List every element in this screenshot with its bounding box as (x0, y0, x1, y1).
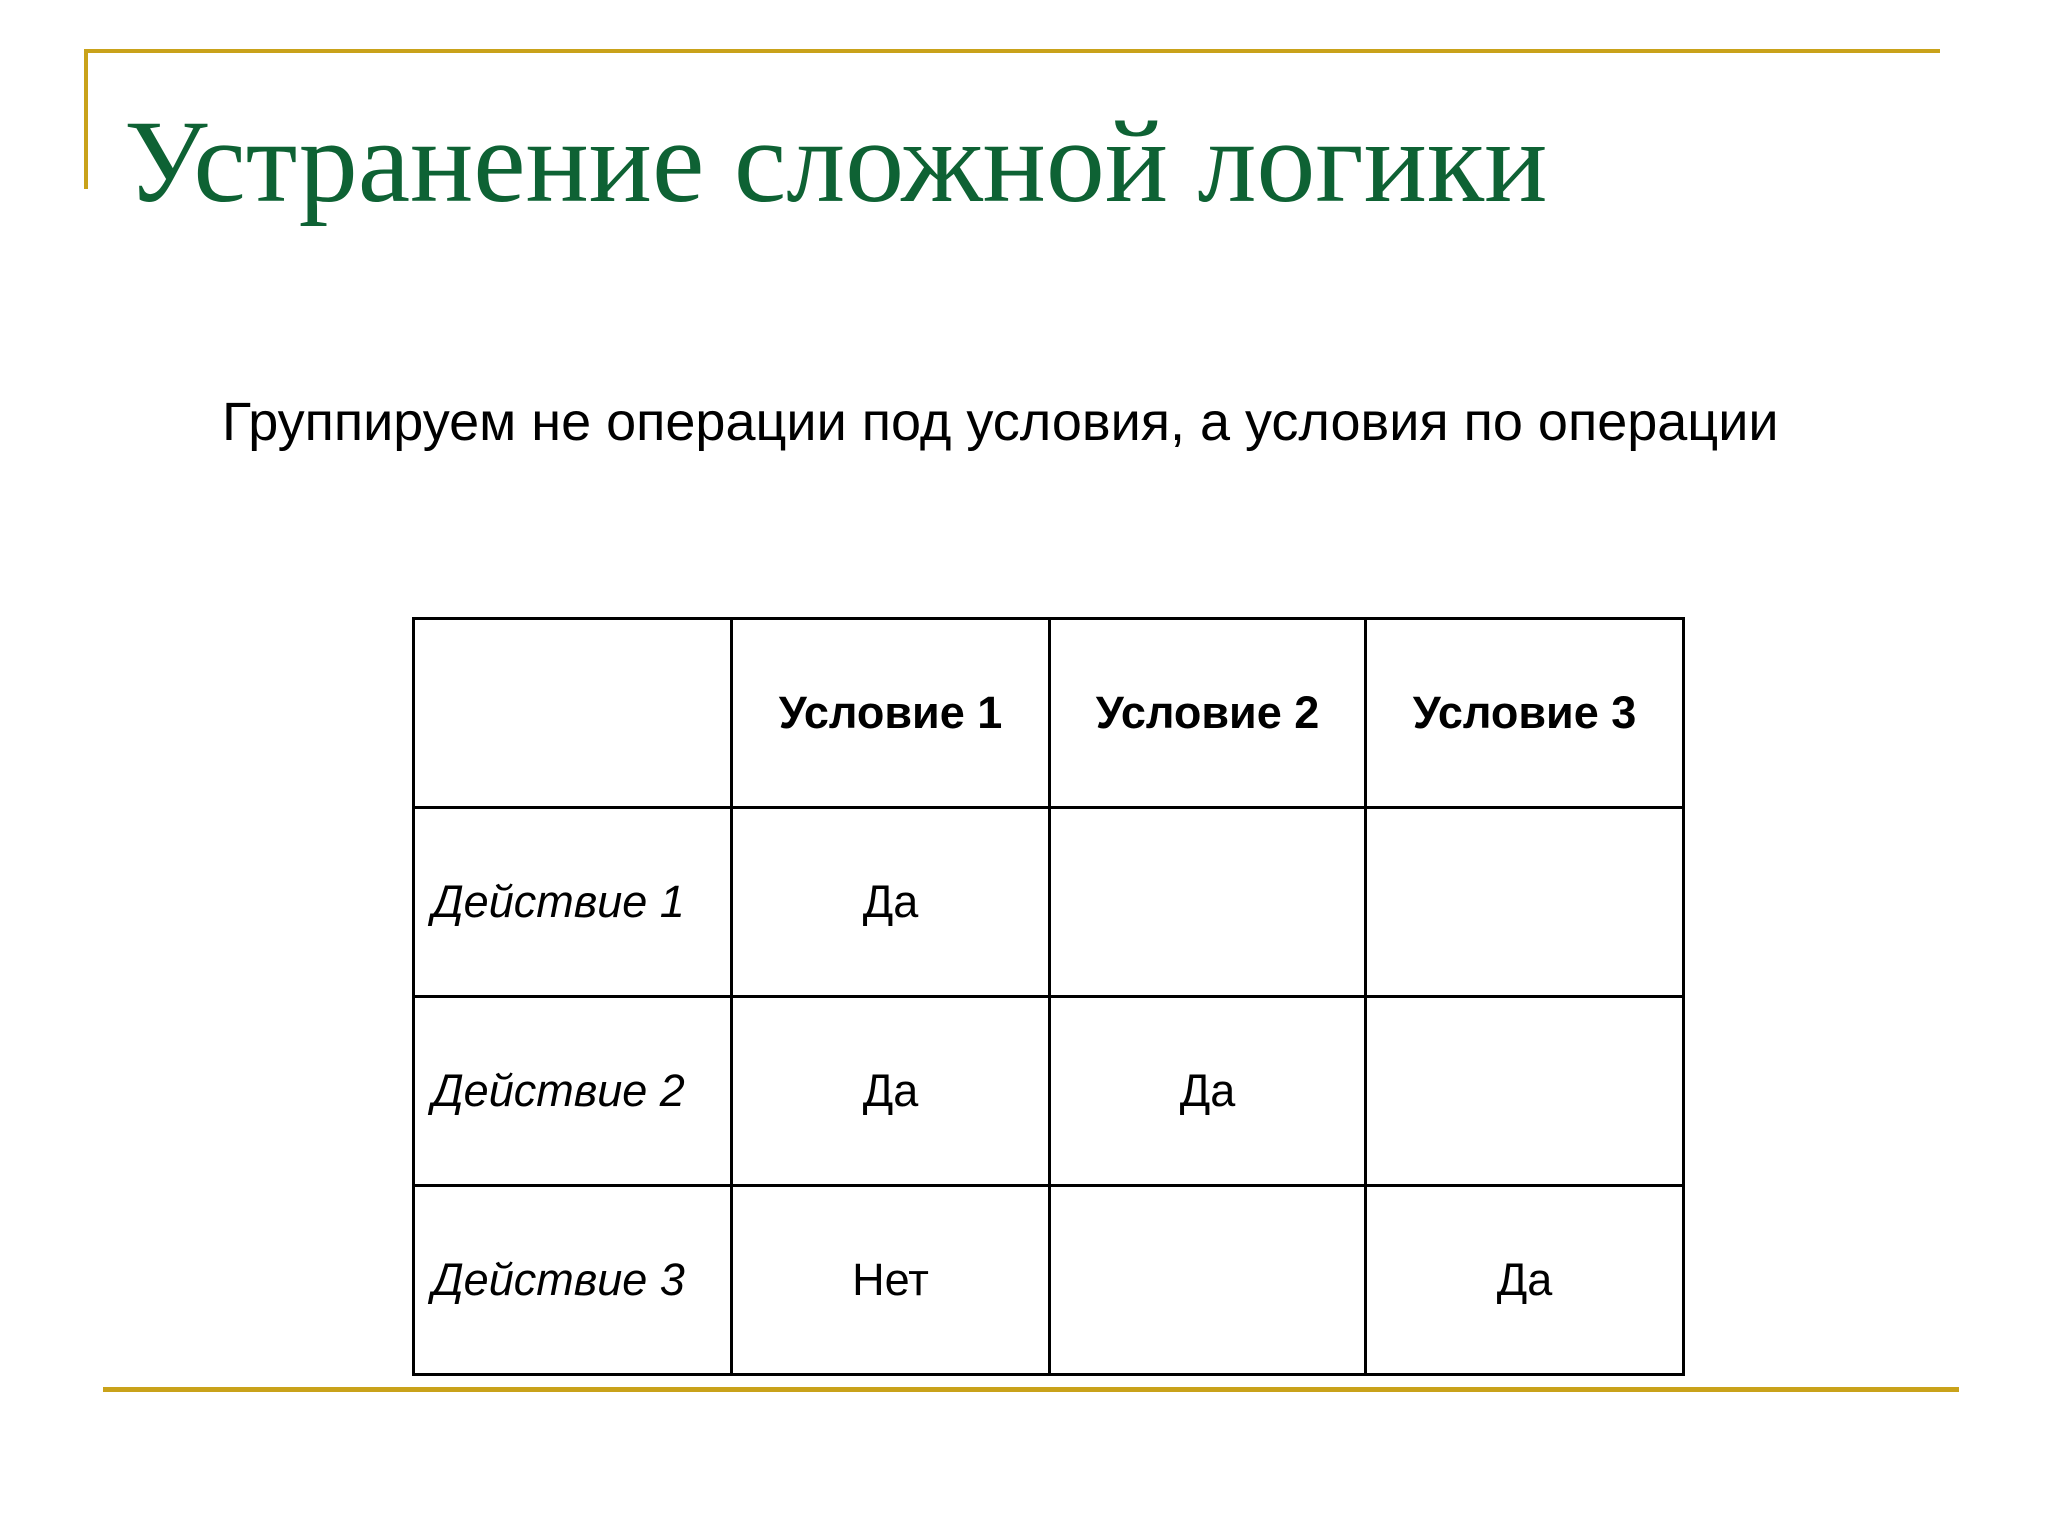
slide-subtitle: Группируем не операции под условия, а условия по операции (222, 392, 1779, 452)
table-cell: Да (732, 997, 1050, 1186)
column-header-condition-2: Условие 2 (1050, 619, 1366, 808)
table-cell (1050, 808, 1366, 997)
table-row (414, 997, 1684, 1186)
row-header-action-2: Действие 2 (414, 997, 732, 1186)
accent-line-top (84, 49, 1940, 53)
table-corner-cell (414, 619, 732, 808)
accent-line-bottom (103, 1387, 1959, 1392)
row-header-action-1: Действие 1 (414, 808, 732, 997)
table-row (414, 1186, 1684, 1375)
table-cell (1366, 808, 1684, 997)
table-cell: Да (732, 808, 1050, 997)
table-header-row (414, 619, 1684, 808)
accent-line-left (84, 49, 88, 189)
table-cell (1366, 997, 1684, 1186)
row-header-action-3: Действие 3 (414, 1186, 732, 1375)
table-cell (1050, 1186, 1366, 1375)
decision-table (412, 617, 1685, 1376)
slide-title: Устранение сложной логики (124, 96, 1548, 227)
column-header-condition-1: Условие 1 (732, 619, 1050, 808)
table-cell: Да (1050, 997, 1366, 1186)
table-row (414, 808, 1684, 997)
table-cell: Да (1366, 1186, 1684, 1375)
table-cell: Нет (732, 1186, 1050, 1375)
column-header-condition-3: Условие 3 (1366, 619, 1684, 808)
